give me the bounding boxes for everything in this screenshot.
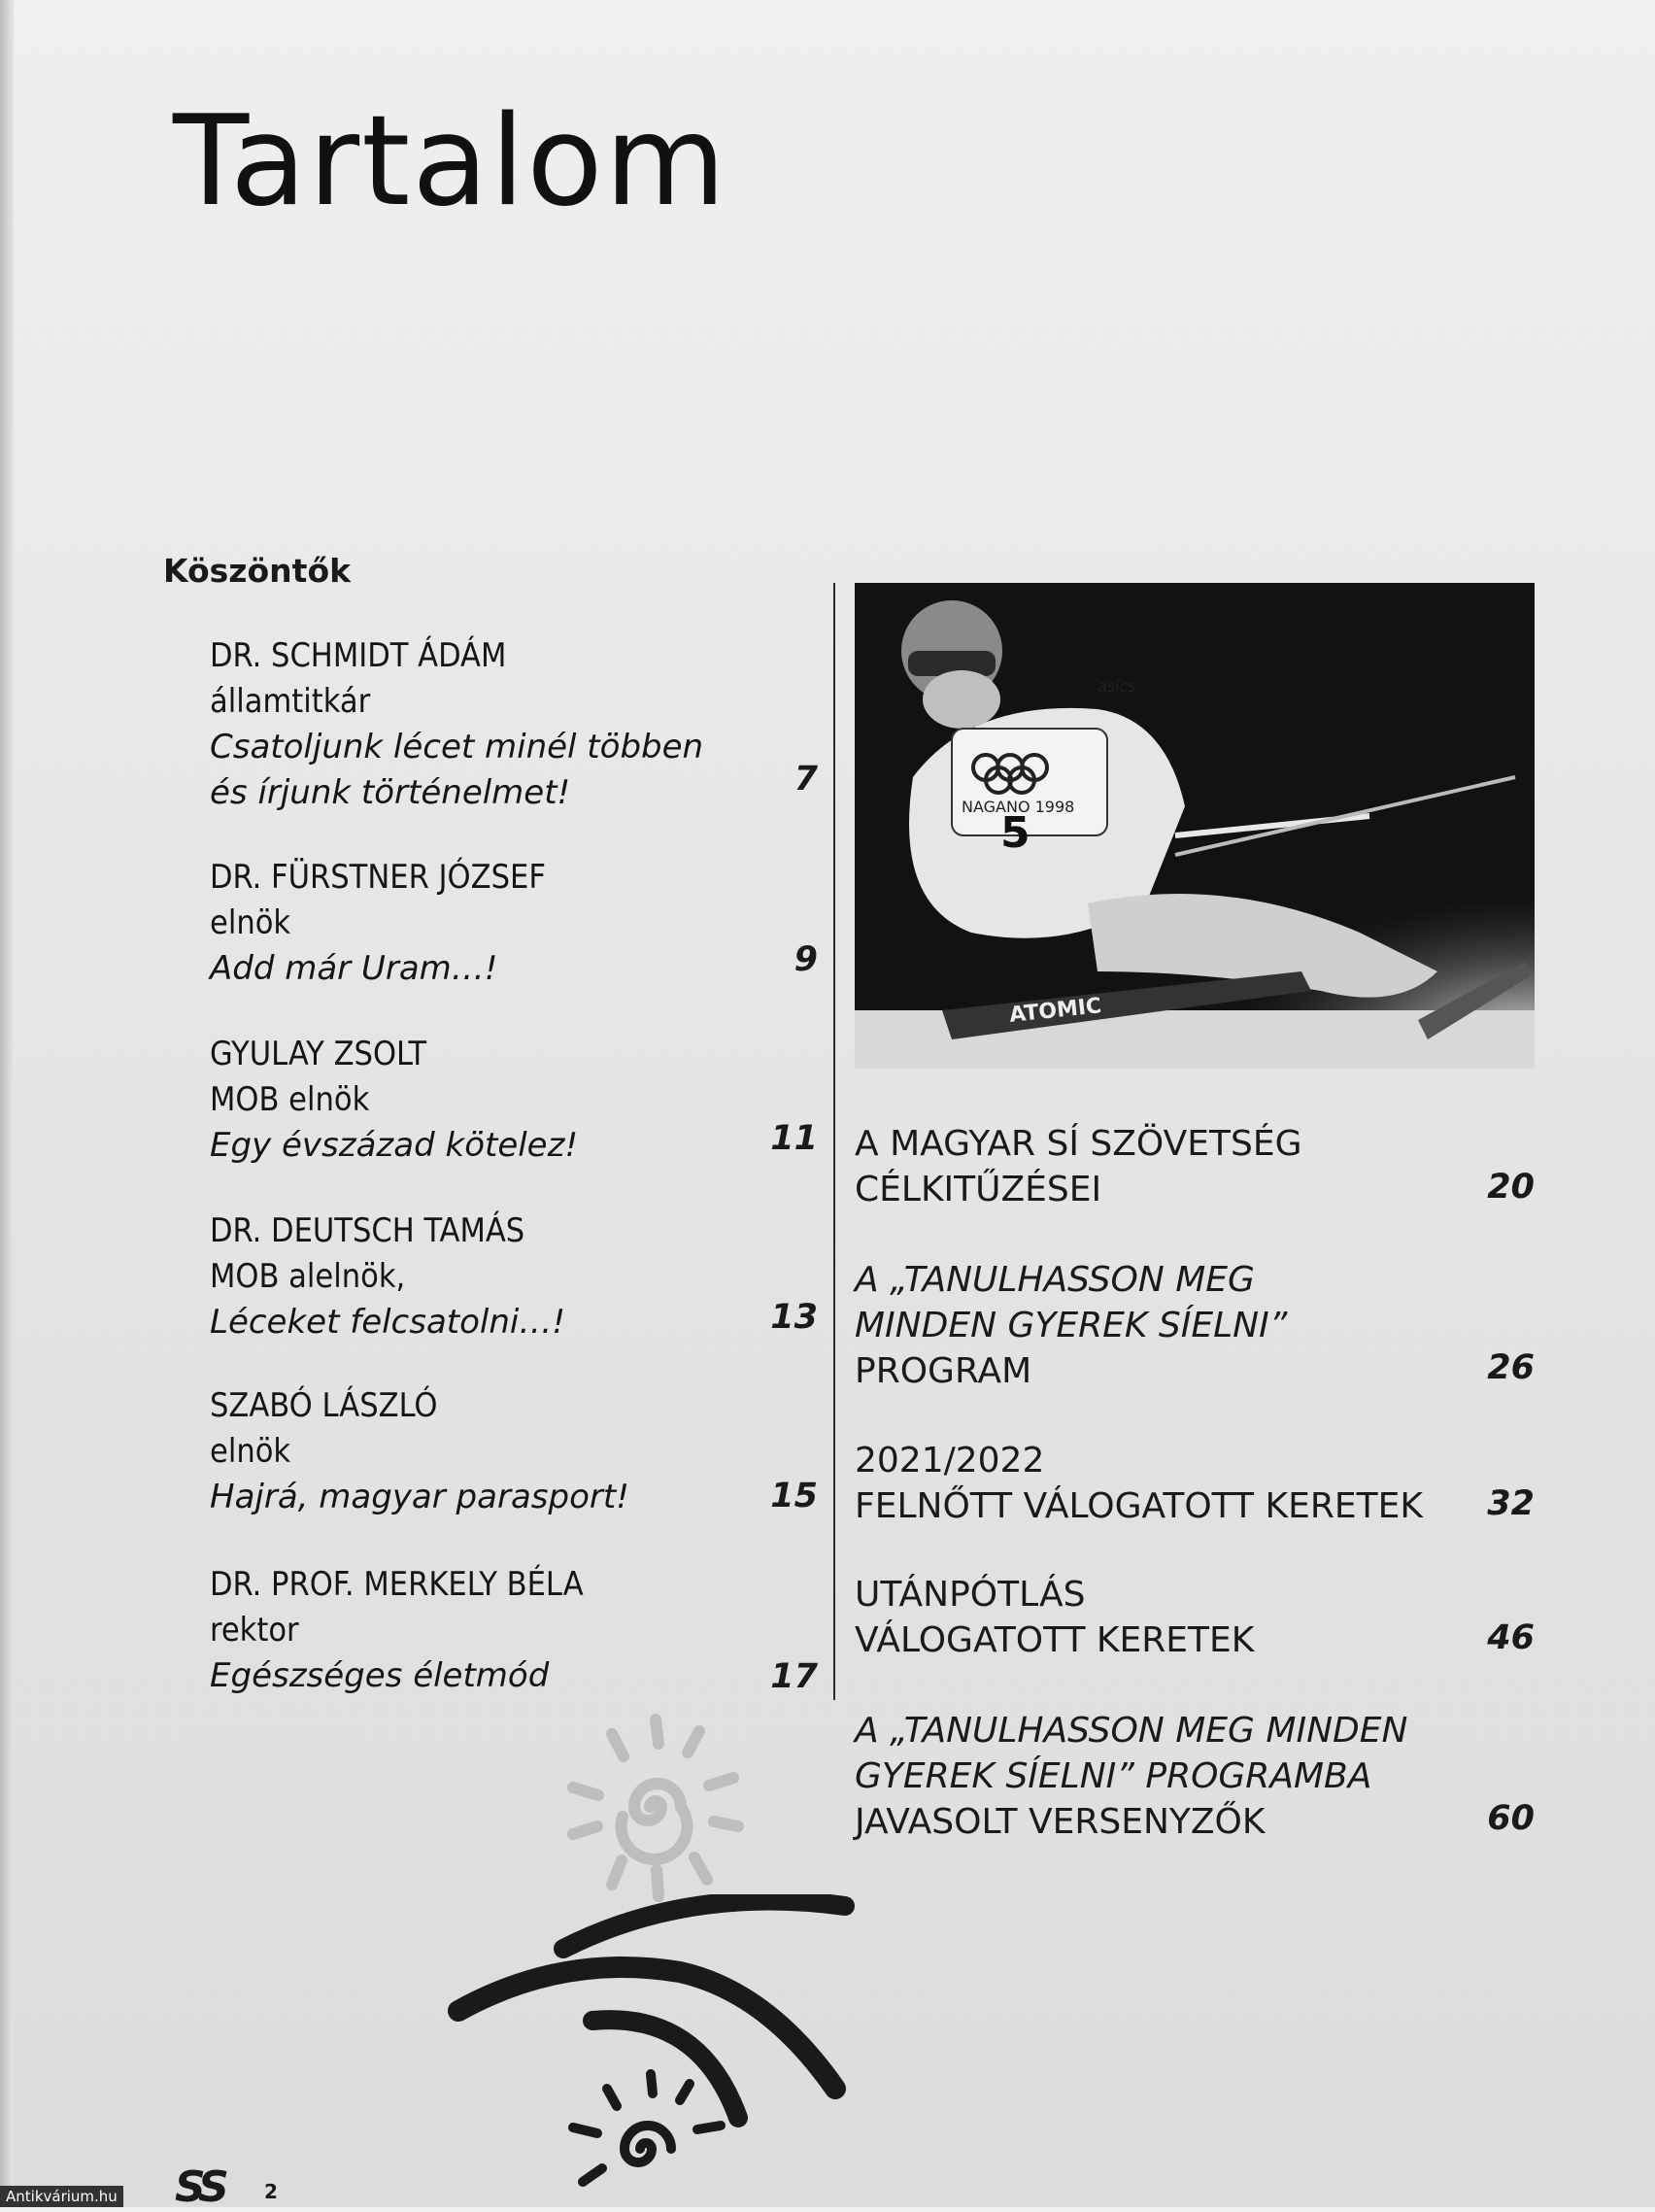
page-number: 17 (770, 1657, 818, 1696)
entry-subtitle: Add már Uram…! (210, 949, 498, 988)
entry-role: MOB elnök (210, 1080, 370, 1119)
entry-title-line: JAVASOLT VERSENYZŐK (855, 1802, 1266, 1842)
entry-subtitle: Csatoljunk lécet minél többen (210, 728, 704, 766)
entry-role: elnök (210, 1432, 291, 1471)
toc-entry (855, 1438, 1457, 1529)
entry-title-line: 2021/2022 (855, 1441, 1045, 1480)
entry-title-line: CÉLKITŰZÉSEI (855, 1170, 1102, 1209)
entry-subtitle: és írjunk történelmet! (210, 773, 571, 812)
page-title: Tartalom (173, 89, 728, 234)
toc-entry (855, 1121, 1457, 1212)
page-number: 32 (1487, 1484, 1535, 1523)
footer-logo: SS (175, 2162, 223, 2212)
entry-title-line: A „TANULHASSON MEG MINDEN (855, 1711, 1408, 1751)
page-number: 20 (1487, 1168, 1535, 1207)
entry-title-line: VÁLOGATOTT KERETEK (855, 1620, 1255, 1660)
page-number: 15 (770, 1477, 818, 1515)
skier-photo (855, 583, 1535, 1069)
toc-entry (855, 1257, 1457, 1394)
entry-role: rektor (210, 1611, 299, 1650)
page-number: 46 (1487, 1618, 1535, 1657)
entry-subtitle: Hajrá, magyar parasport! (210, 1478, 629, 1516)
ski-brand: ATOMIC (1008, 994, 1103, 1028)
entry-name: DR. SCHMIDT ÁDÁM (210, 636, 507, 675)
entry-title-line: GYEREK SÍELNI” PROGRAMBA (855, 1756, 1372, 1796)
skier-illustration (855, 583, 1535, 1069)
watermark: Antikvárium.hu (0, 2186, 123, 2207)
column-divider (833, 583, 835, 1700)
entry-subtitle: Léceket felcsatolni…! (210, 1303, 565, 1342)
bib-number: 5 (1000, 808, 1030, 858)
entry-role: államtitkár (210, 682, 371, 721)
entry-subtitle: Egészséges életmód (210, 1656, 550, 1695)
entry-title-line: FELNŐTT VÁLOGATOTT KERETEK (855, 1486, 1423, 1526)
entry-title-line: PROGRAM (855, 1351, 1032, 1391)
entry-subtitle: Egy évszázad kötelez! (210, 1126, 579, 1165)
page-number: 13 (770, 1298, 818, 1337)
entry-title-line: A „TANULHASSON MEG (855, 1260, 1255, 1300)
entry-role: elnök (210, 903, 291, 942)
entry-title-line: MINDEN GYEREK SÍELNI” (855, 1306, 1288, 1345)
page-number: 11 (770, 1119, 818, 1158)
swoosh-logo (447, 1894, 855, 2207)
page-number: 60 (1487, 1799, 1535, 1838)
sun-icon (544, 1710, 767, 1904)
entry-name: DR. PROF. MERKELY BÉLA (210, 1565, 584, 1604)
entry-name: SZABÓ LÁSZLÓ (210, 1386, 438, 1425)
toc-entry (855, 1708, 1457, 1845)
entry-title-line: UTÁNPÓTLÁS (855, 1575, 1086, 1615)
section-heading: Köszöntők (163, 552, 352, 590)
bib-event-text: NAGANO 1998 (962, 798, 1075, 816)
entry-title-line: A MAGYAR SÍ SZÖVETSÉG (855, 1124, 1302, 1164)
page-number: 9 (794, 940, 818, 979)
entry-name: DR. DEUTSCH TAMÁS (210, 1211, 525, 1250)
toc-entry (855, 1572, 1457, 1663)
sponsor-logo: asics (1098, 677, 1136, 696)
page-edge (0, 0, 14, 2207)
footer-page-number: 2 (264, 2180, 278, 2203)
page-number: 26 (1487, 1348, 1535, 1387)
entry-name: DR. FÜRSTNER JÓZSEF (210, 858, 546, 897)
entry-role: MOB alelnök, (210, 1257, 406, 1296)
page-number: 7 (794, 760, 818, 799)
entry-name: GYULAY ZSOLT (210, 1035, 427, 1073)
